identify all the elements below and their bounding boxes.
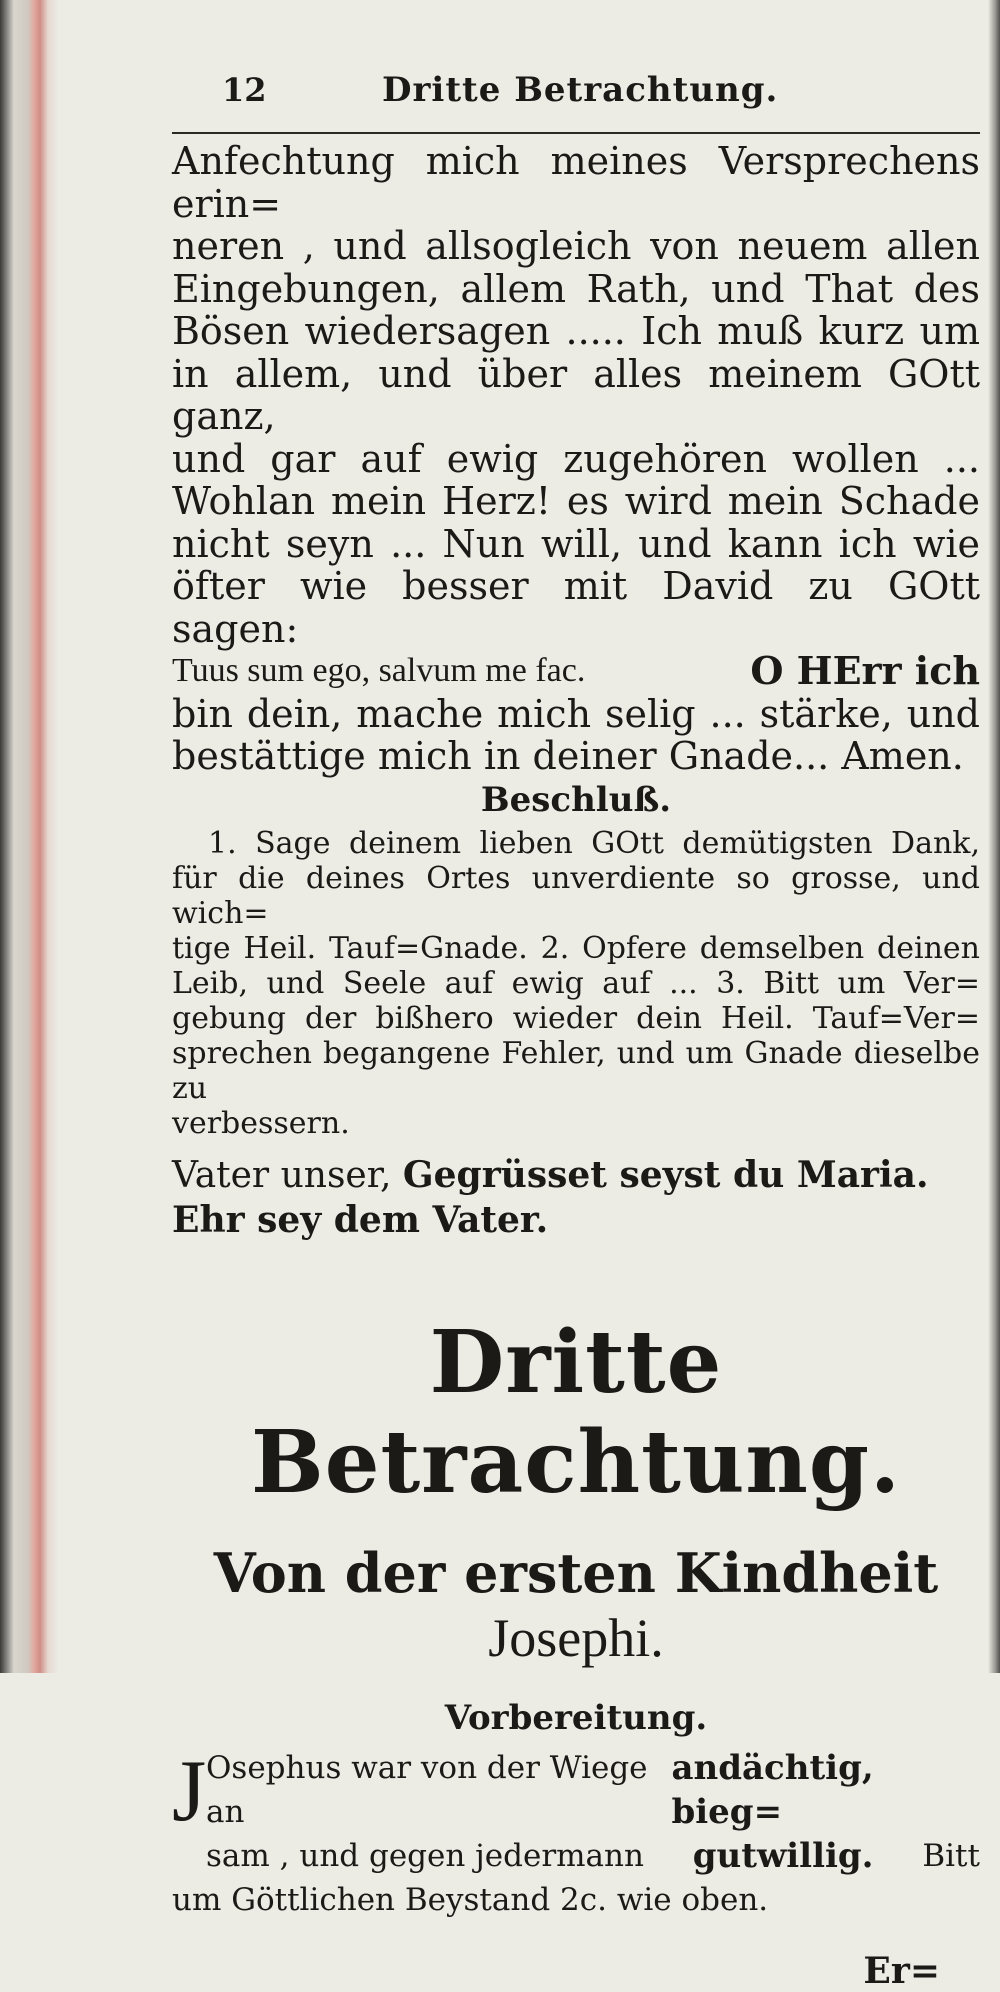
catchword: Er= xyxy=(863,1949,940,1992)
text-line: Leib, und Seele auf ewig auf ... 3. Bitt um Ver= xyxy=(172,965,980,1001)
text-line: für die deines Ortes unverdiente so grosse, und wich= xyxy=(172,860,980,931)
text-segment: Osephus war von der Wiege an xyxy=(206,1749,648,1830)
main-paragraph xyxy=(172,140,980,778)
text-line: 1. Sage deinem lieben GOtt demütigsten Dank, xyxy=(208,825,980,861)
text-line: um Göttlichen Beystand 2c. wie oben. xyxy=(172,1881,769,1918)
text-segment: Bitt xyxy=(922,1837,980,1874)
text-line: öfter wie besser mit David zu GOtt sagen: xyxy=(172,564,980,651)
prayers xyxy=(172,1153,980,1243)
text-line xyxy=(172,1834,980,1878)
latin-text-line xyxy=(172,650,980,693)
text-line: bestättige mich in deiner Gnade... Amen. xyxy=(172,734,964,778)
text-line: Eingebungen, allem Rath, und That des xyxy=(172,266,980,311)
subtitle-latin-name: Josephi. xyxy=(488,1607,664,1668)
subtitle-text: Von der ersten Kindheit xyxy=(213,1540,939,1605)
text-line: Wohlan mein Herz! es wird mein Schade xyxy=(172,479,980,523)
emphasis-text: andächtig, bieg= xyxy=(671,1747,874,1832)
preparation-heading: Vorbereitung. xyxy=(444,1697,708,1738)
text-line: und gar auf ewig zugehören wollen ... xyxy=(172,436,980,481)
running-title: Dritte Betrachtung. xyxy=(382,70,779,110)
chapter-subtitle xyxy=(172,1541,980,1670)
conclusion-paragraph xyxy=(172,826,980,1141)
chapter-title: Dritte Betrachtung. xyxy=(251,1311,901,1513)
text-line: tige Heil. Tauf=Gnade. 2. Opfere demselben deinen xyxy=(172,930,980,966)
text-line: nicht seyn ... Nun will, und kann ich wie xyxy=(172,521,980,566)
drop-cap: J xyxy=(172,1742,207,1840)
german-text: O HErr ich xyxy=(750,648,980,693)
text-line: verbessern. xyxy=(172,1105,350,1141)
emphasis-text: gutwillig. xyxy=(692,1835,874,1876)
page-left-edge xyxy=(0,0,58,1673)
prayer-pater-noster: Vater unser, xyxy=(172,1154,392,1196)
prayer-ave-maria: Gegrüsset seyst du Maria. xyxy=(402,1153,929,1196)
text-line: Bösen wiedersagen ..... Ich muß kurz um xyxy=(172,309,980,353)
text-line xyxy=(172,1742,980,1840)
text-line: neren , und allsogleich von neuem allen xyxy=(172,224,980,268)
latin-quote: Tuus sum ego, salvum me fac. xyxy=(172,652,586,689)
prayer-gloria: Ehr sey dem Vater. xyxy=(172,1198,549,1241)
text-line: in allem, und über alles meinem GOtt ganz, xyxy=(172,351,980,438)
page-right-edge xyxy=(988,0,1000,1673)
running-header xyxy=(172,70,980,134)
prayer-line xyxy=(172,1198,980,1243)
text-line: bin dein, mache mich selig ... stärke, und xyxy=(172,691,980,736)
book-page xyxy=(172,70,980,1992)
conclusion-heading: Beschluß. xyxy=(480,779,672,820)
text-segment: sam , und gegen jedermann xyxy=(206,1837,644,1874)
text-line: sprechen begangene Fehler, und um Gnade dieselbe zu xyxy=(172,1035,980,1106)
text-line: Anfechtung mich meines Versprechens erin= xyxy=(172,139,980,226)
text-line: gebung der bißhero wieder dein Heil. Tauf=Ver= xyxy=(172,1000,980,1036)
preparation-paragraph xyxy=(172,1742,980,1922)
prayer-line xyxy=(172,1153,980,1198)
page-number: 12 xyxy=(222,71,267,109)
